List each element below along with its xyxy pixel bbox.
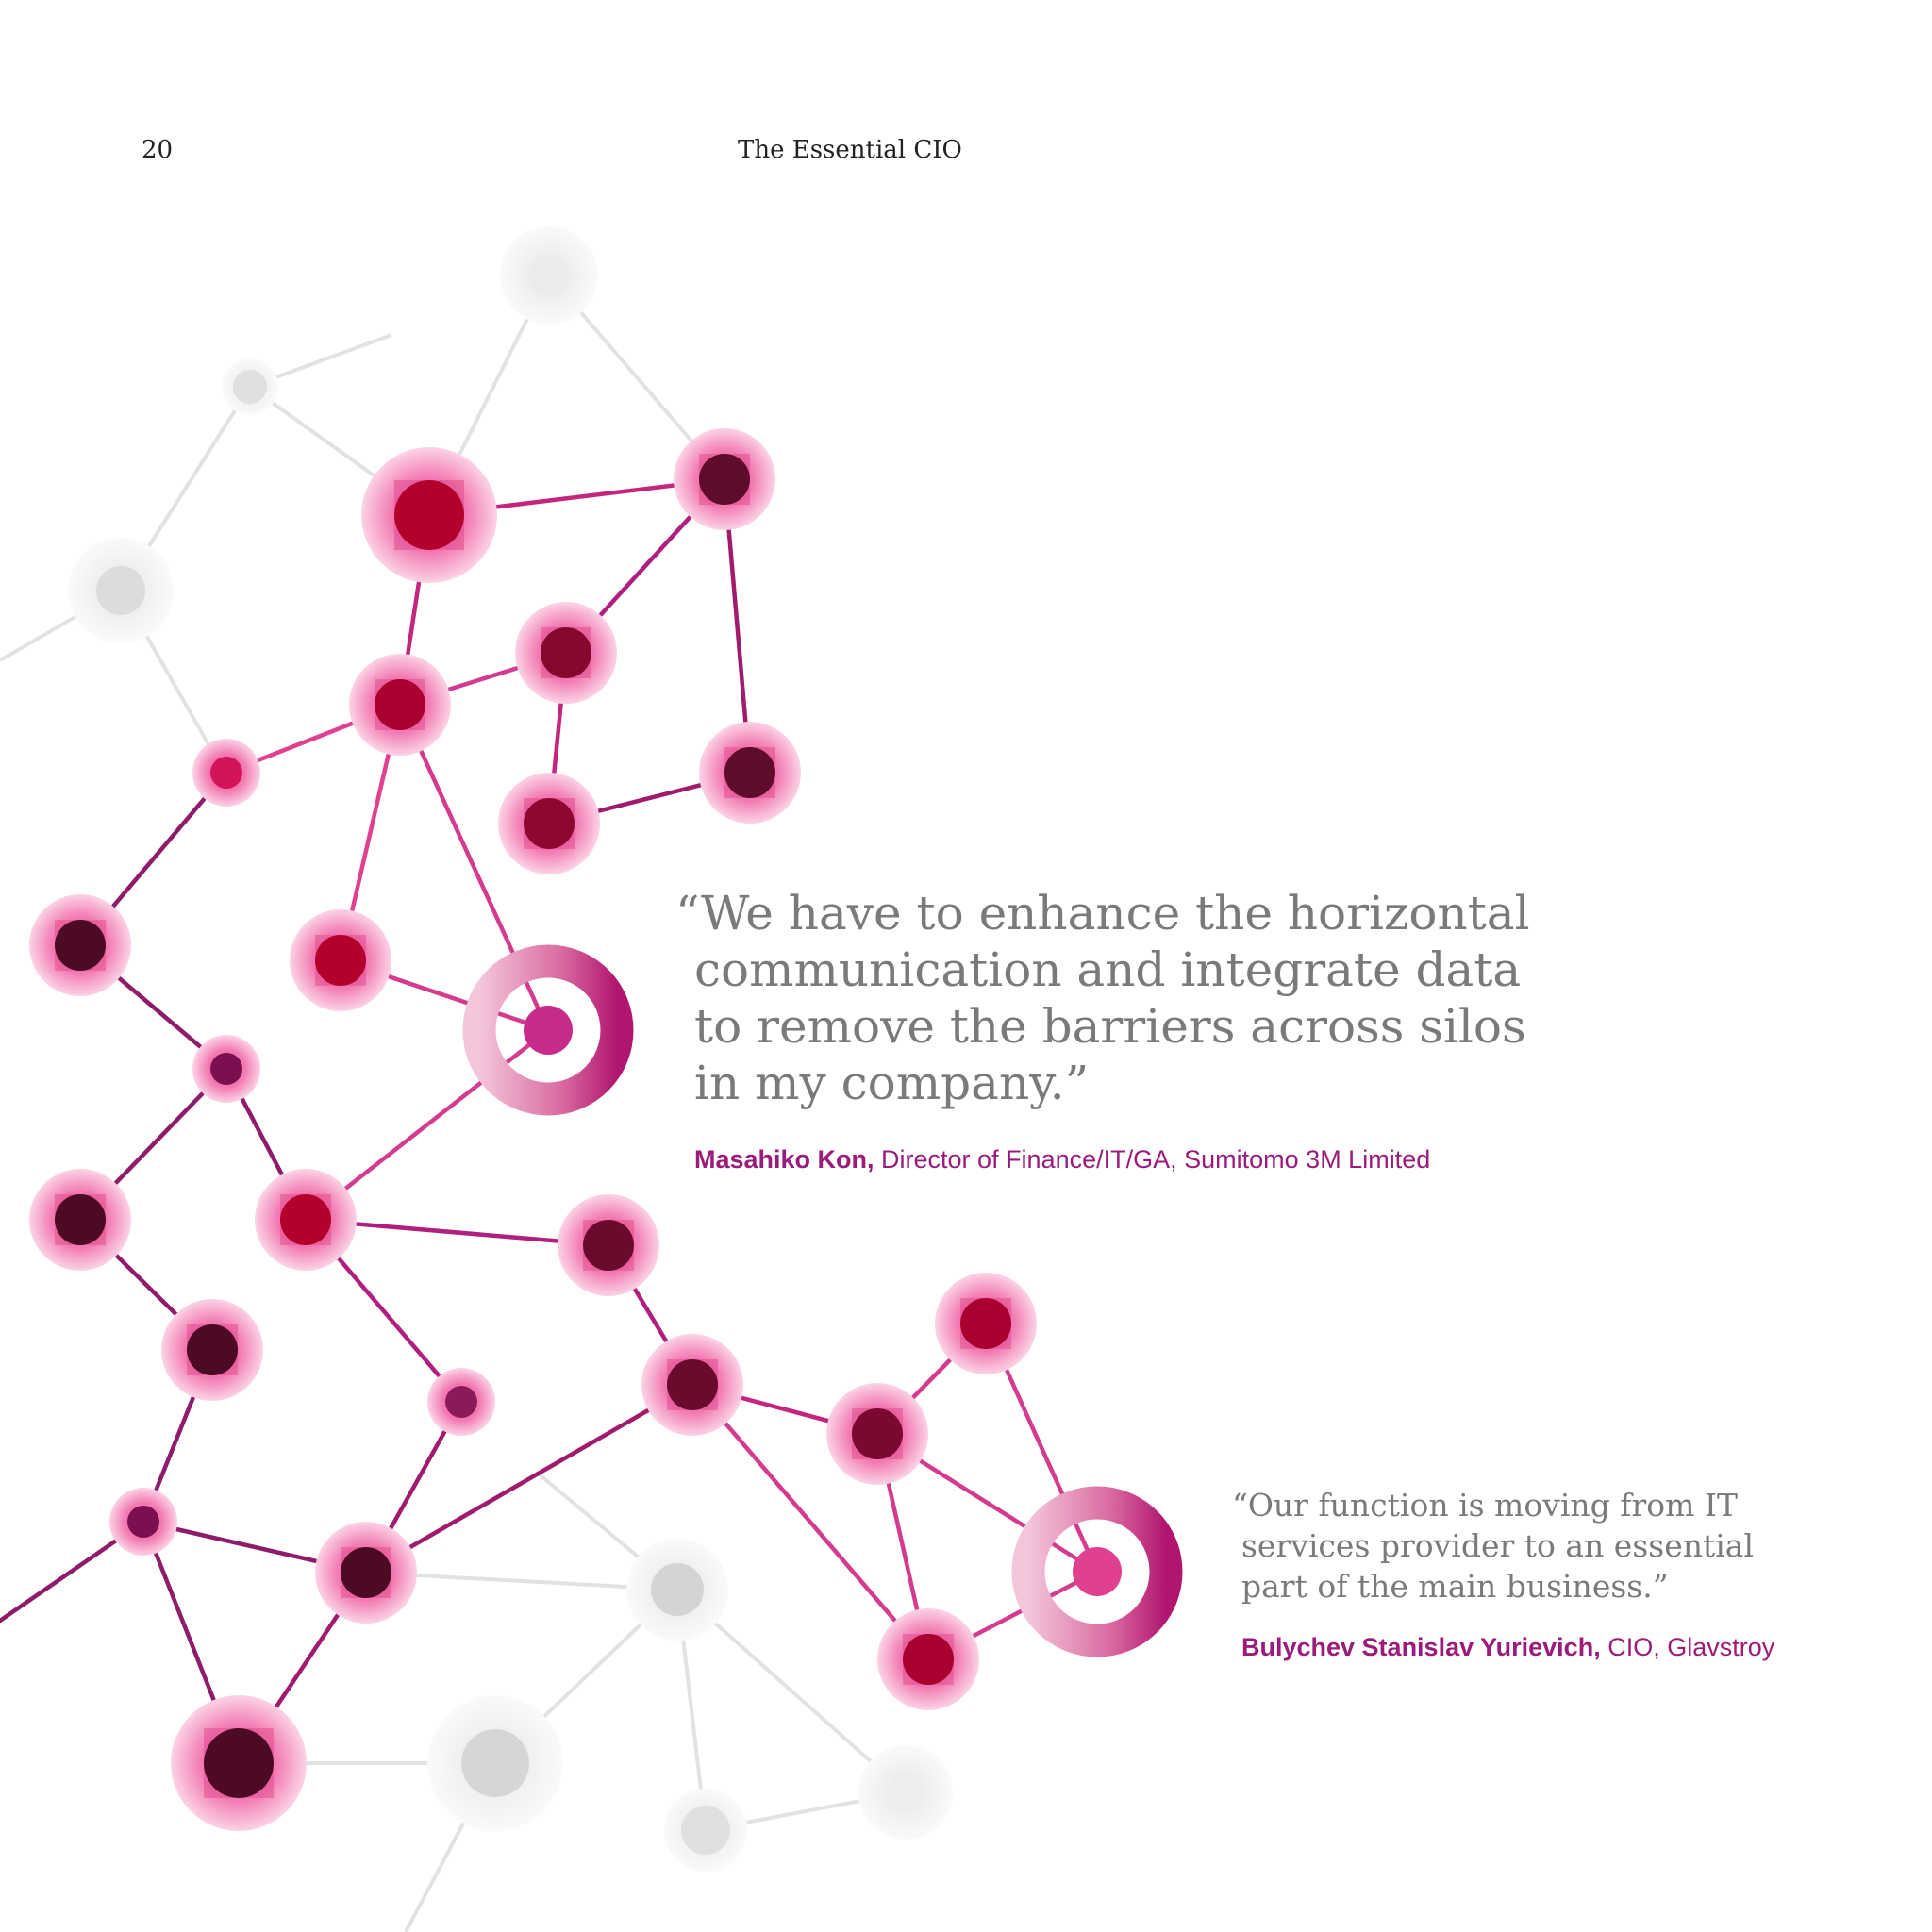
node-icon bbox=[349, 654, 451, 756]
page-number: 20 bbox=[142, 136, 174, 164]
node-icon bbox=[877, 1608, 979, 1710]
network-nodes bbox=[29, 428, 1166, 1831]
attribution-name: Masahiko Kon, bbox=[694, 1145, 874, 1174]
node-icon bbox=[290, 909, 391, 1011]
node-icon bbox=[558, 1194, 659, 1296]
pull-quote-text: “Our function is moving from IT services provider to an essential part of the main business.” bbox=[1232, 1487, 1755, 1605]
node-icon bbox=[161, 1299, 263, 1401]
node-icon bbox=[826, 1383, 928, 1485]
node-icon bbox=[255, 1169, 357, 1271]
node-icon bbox=[315, 1522, 417, 1624]
node-icon bbox=[515, 602, 617, 704]
node-icon bbox=[641, 1334, 743, 1436]
node-icon bbox=[192, 1035, 260, 1103]
pull-quote-text: “We have to enhance the horizontal communication and integrate data to remove the barriers across silos in my company.” bbox=[675, 886, 1530, 1110]
attribution-role: CIO, Glavstroy bbox=[1600, 1633, 1775, 1661]
node-icon bbox=[674, 428, 775, 530]
target-node-icon bbox=[1028, 1503, 1166, 1641]
node-icon bbox=[361, 447, 497, 583]
quote-attribution bbox=[694, 1145, 1430, 1174]
node-icon bbox=[935, 1273, 1037, 1374]
node-icon bbox=[192, 739, 260, 807]
node-icon bbox=[29, 1169, 131, 1271]
node-icon bbox=[171, 1695, 307, 1831]
attribution-role: Director of Finance/IT/GA, Sumitomo 3M Limited bbox=[874, 1145, 1431, 1174]
running-title: The Essential CIO bbox=[738, 136, 962, 164]
quote-attribution bbox=[1241, 1633, 1774, 1662]
node-icon bbox=[29, 894, 131, 996]
node-icon bbox=[109, 1488, 177, 1556]
target-node-icon bbox=[479, 961, 617, 1099]
node-icon bbox=[498, 773, 600, 874]
attribution-name: Bulychev Stanislav Yurievich, bbox=[1241, 1633, 1601, 1661]
node-icon bbox=[427, 1368, 495, 1436]
node-icon bbox=[699, 722, 801, 824]
